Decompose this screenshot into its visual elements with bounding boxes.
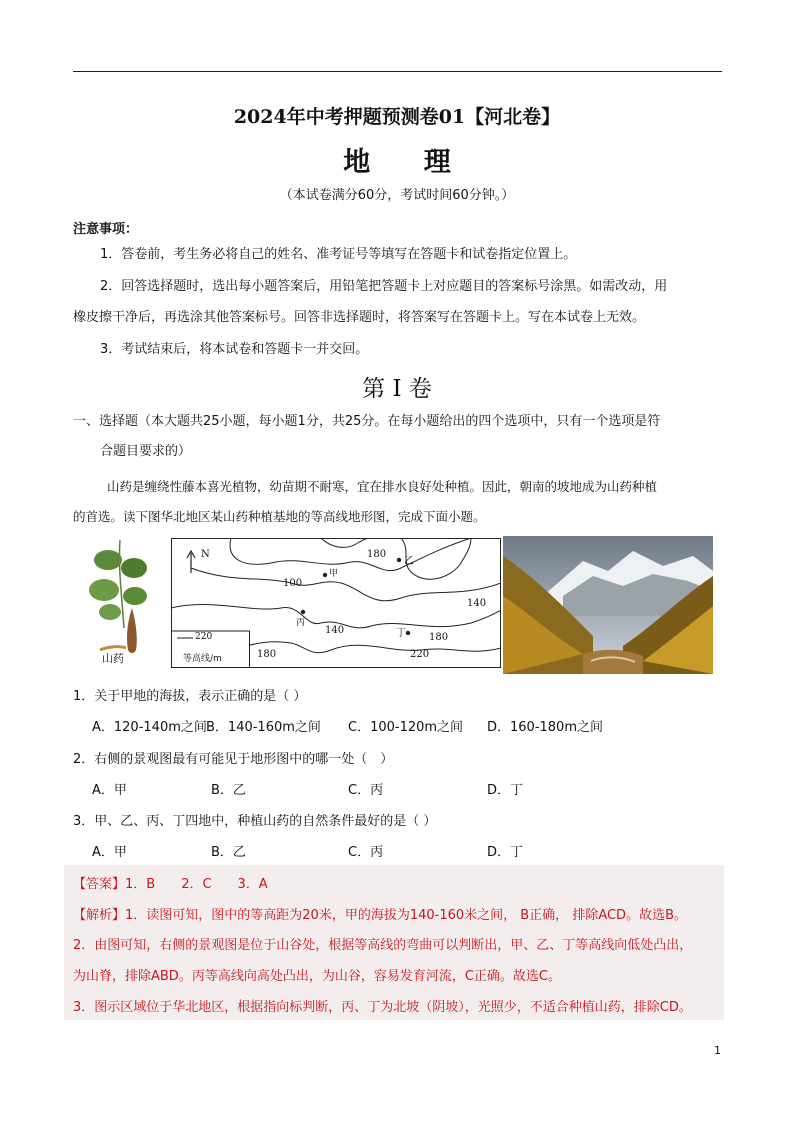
header-rule [73, 71, 722, 72]
north-label: N [201, 549, 210, 560]
section-heading: 一、选择题（本大题共25小题，每小题1分，共25分。在每小题给出的四个选项中，只有一个选项是符 [73, 414, 661, 429]
explanation-line: 【解析】1．读图可知，图中的等高距为20米，甲的海拔为140-160米之间， B正确， 排除ACD。故选B。 [73, 908, 687, 923]
option: C．丙 [348, 845, 384, 860]
option: B．乙 [211, 845, 246, 860]
question-text: 1．关于甲地的海拔，表示正确的是（ ） [73, 689, 307, 704]
option: A．120-140m之间 [92, 720, 207, 735]
place-label-jia: 甲 [329, 569, 339, 579]
section-heading: 合题目要求的） [100, 444, 192, 459]
explanation-line: 为山脊，排除ABD。丙等高线向高处凸出，为山谷，容易发育河流，C正确。故选C。 [73, 969, 561, 984]
option: B．140-160m之间 [206, 720, 321, 735]
contour-label: 180 [367, 549, 387, 560]
note-item: 1．答卷前，考生务必将自己的姓名、准考证号等填写在答题卡和试卷指定位置上。 [100, 247, 577, 262]
contour-label: 140 [467, 598, 487, 609]
option: C．丙 [348, 783, 384, 798]
contour-label: 220 [410, 649, 430, 660]
contour-label: 140 [325, 625, 345, 636]
option: D．160-180m之间 [487, 720, 603, 735]
place-label-bing: 丙 [296, 618, 306, 628]
contour-label: 180 [257, 649, 277, 660]
exam-meta: （本试卷满分60分，考试时间60分钟。） [279, 188, 515, 203]
legend-contour-value: 220 [195, 632, 213, 642]
intro-text: 的首选。读下图华北地区某山药种植基地的等高线地形图，完成下面小题。 [73, 509, 486, 524]
option: A．甲 [92, 783, 127, 798]
option: C．100-120m之间 [348, 720, 464, 735]
place-label-ding: 丁 [396, 628, 406, 639]
subject-title: 地 理 [343, 147, 473, 178]
explanation-line: 2．由图可知，右侧的景观图是位于山谷处，根据等高线的弯曲可以判断出，甲、乙、丁等高线向低处凸出， [73, 938, 693, 953]
option: A．甲 [92, 845, 127, 860]
contour-label: 180 [429, 632, 449, 643]
section-title: 第 I 卷 [362, 376, 432, 402]
intro-text: 山药是缠绕性藤本喜光植物，幼苗期不耐寒，宜在排水良好处种植。因此，朝南的坡地成为山药种植 [107, 479, 658, 494]
plant-illustration [80, 538, 162, 668]
page-number: 1 [714, 1044, 721, 1057]
explanation-line: 3．图示区域位于华北地区，根据指向标判断，丙、丁为北坡（阴坡），光照少，不适合种植山药，排除CD。 [73, 1000, 692, 1015]
option: D．丁 [487, 845, 524, 860]
note-item: 橡皮擦干净后，再选涂其他答案标号。回答非选择题时，将答案写在答题卡上。写在本试卷上无效。 [73, 310, 646, 325]
question-text: 3．甲、乙、丙、丁四地中，种植山药的自然条件最好的是（ ） [73, 814, 437, 829]
contour-label: 100 [283, 578, 303, 589]
option: D．丁 [487, 783, 524, 798]
plant-caption: 山药 [102, 652, 124, 665]
note-item: 2．回答选择题时，选出每小题答案后，用铅笔把答题卡上对应题目的答案标号涂黑。如需改动，用 [100, 279, 668, 294]
contour-map [171, 538, 501, 668]
question-text: 2．右侧的景观图最有可能见于地形图中的哪一处（ ） [73, 752, 394, 767]
exam-title: 2024年中考押题预测卷01【河北卷】 [233, 106, 561, 128]
place-label-yi: 乙 [404, 556, 414, 567]
option: B．乙 [211, 783, 246, 798]
landscape-photo [503, 536, 713, 674]
notes-heading: 注意事项： [73, 222, 139, 237]
legend-label: 等高线/m [183, 654, 222, 664]
answer-line: 【答案】1．B 2．C 3．A [73, 877, 268, 892]
note-item: 3．考试结束后，将本试卷和答题卡一并交回。 [100, 342, 369, 357]
